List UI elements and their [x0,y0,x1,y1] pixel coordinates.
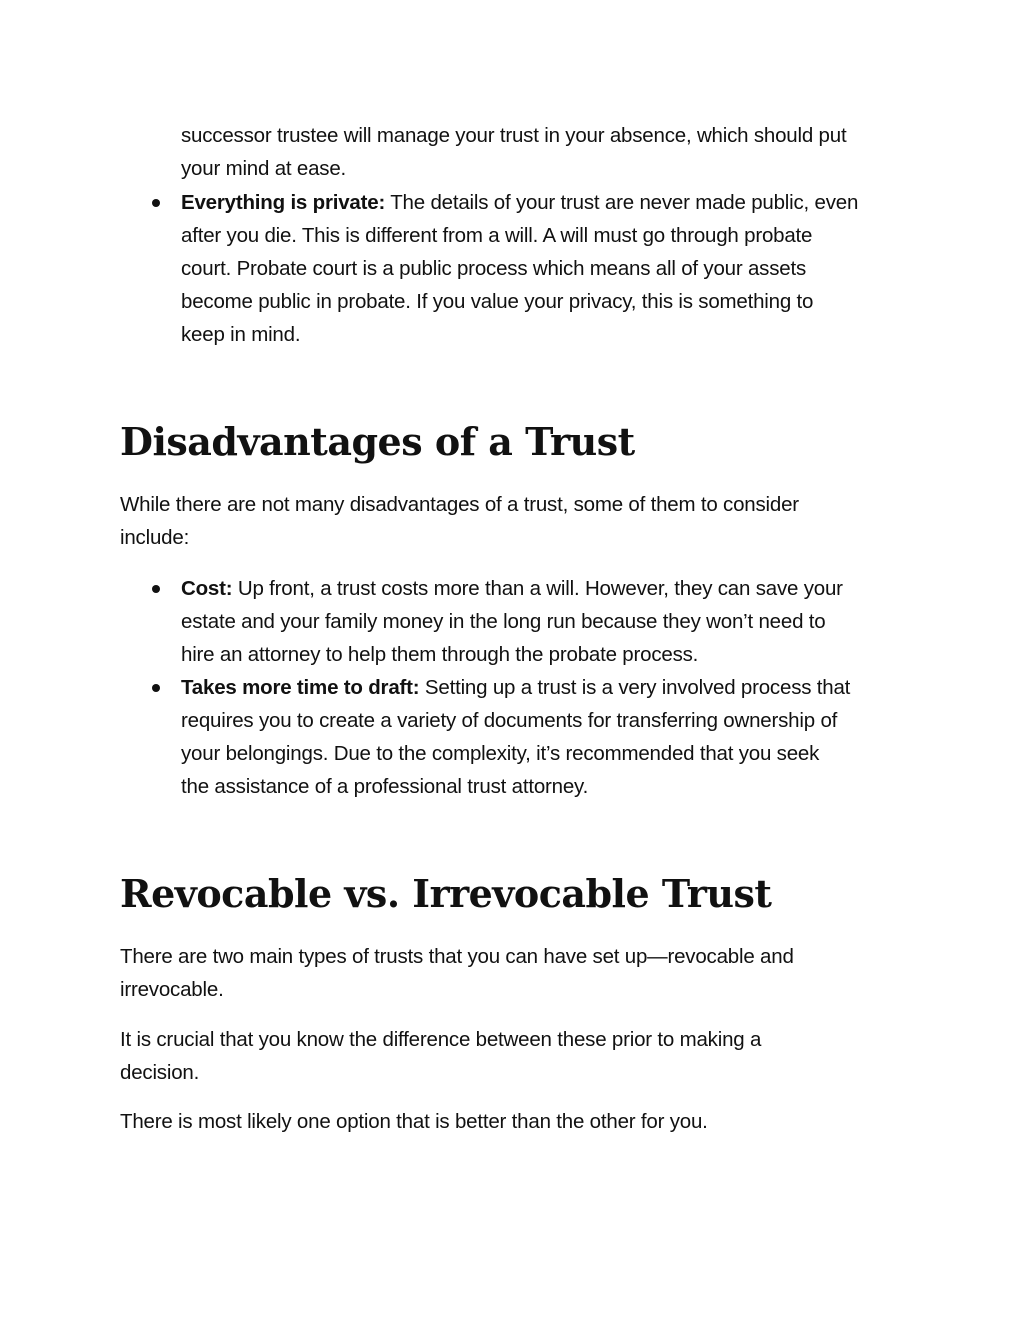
revocable-heading: Revocable vs. Irrevocable Trust [120,871,772,916]
revocable-para2-line-2: decision. [120,1061,200,1084]
cost-bullet-line-3: hire an attorney to help them through the probate process. [181,643,699,666]
draft-bullet-first-line [181,671,850,704]
draft-bullet-line-2: requires you to create a variety of documents for transferring ownership of [181,709,838,732]
intro-continuation-line-1: successor trustee will manage your trust in your absence, which should put [181,124,847,147]
draft-bullet-line-3: your belongings. Due to the complexity, it’s recommended that you seek [181,742,820,765]
bullet-term: Cost: [181,577,233,600]
draft-bullet-line-4: the assistance of a professional trust attorney. [181,775,589,798]
cost-bullet-first-line [181,572,843,605]
revocable-para2-line-1: It is crucial that you know the difference between these prior to making a [120,1028,762,1051]
revocable-para1-line-1: There are two main types of trusts that you can have set up—revocable and [120,945,794,968]
bullet-text: The details of your trust are never made public, even [385,191,859,214]
bullet-dot [152,684,160,692]
revocable-para1-line-2: irrevocable. [120,978,224,1001]
bullet-dot [152,199,160,207]
disadvantages-heading: Disadvantages of a Trust [120,419,635,464]
intro-continuation-line-2: your mind at ease. [181,157,347,180]
privacy-bullet-line-4: become public in probate. If you value your privacy, this is something to [181,290,814,313]
privacy-bullet-line-5: keep in mind. [181,323,301,346]
revocable-para3-line-1: There is most likely one option that is better than the other for you. [120,1110,708,1133]
bullet-text: Up front, a trust costs more than a will. However, they can save your [232,577,843,600]
bullet-term: Everything is private: [181,191,386,214]
bullet-text: Setting up a trust is a very involved process that [419,676,851,699]
privacy-bullet-line-3: court. Probate court is a public process which means all of your assets [181,257,807,280]
cost-bullet-line-2: estate and your family money in the long run because they won’t need to [181,610,826,633]
privacy-bullet-first-line [181,186,858,219]
disadvantages-intro-line-1: While there are not many disadvantages of a trust, some of them to consider [120,493,799,516]
privacy-bullet-line-2: after you die. This is different from a will. A will must go through probate [181,224,813,247]
disadvantages-intro-line-2: include: [120,526,190,549]
bullet-term: Takes more time to draft: [181,676,420,699]
bullet-dot [152,585,160,593]
